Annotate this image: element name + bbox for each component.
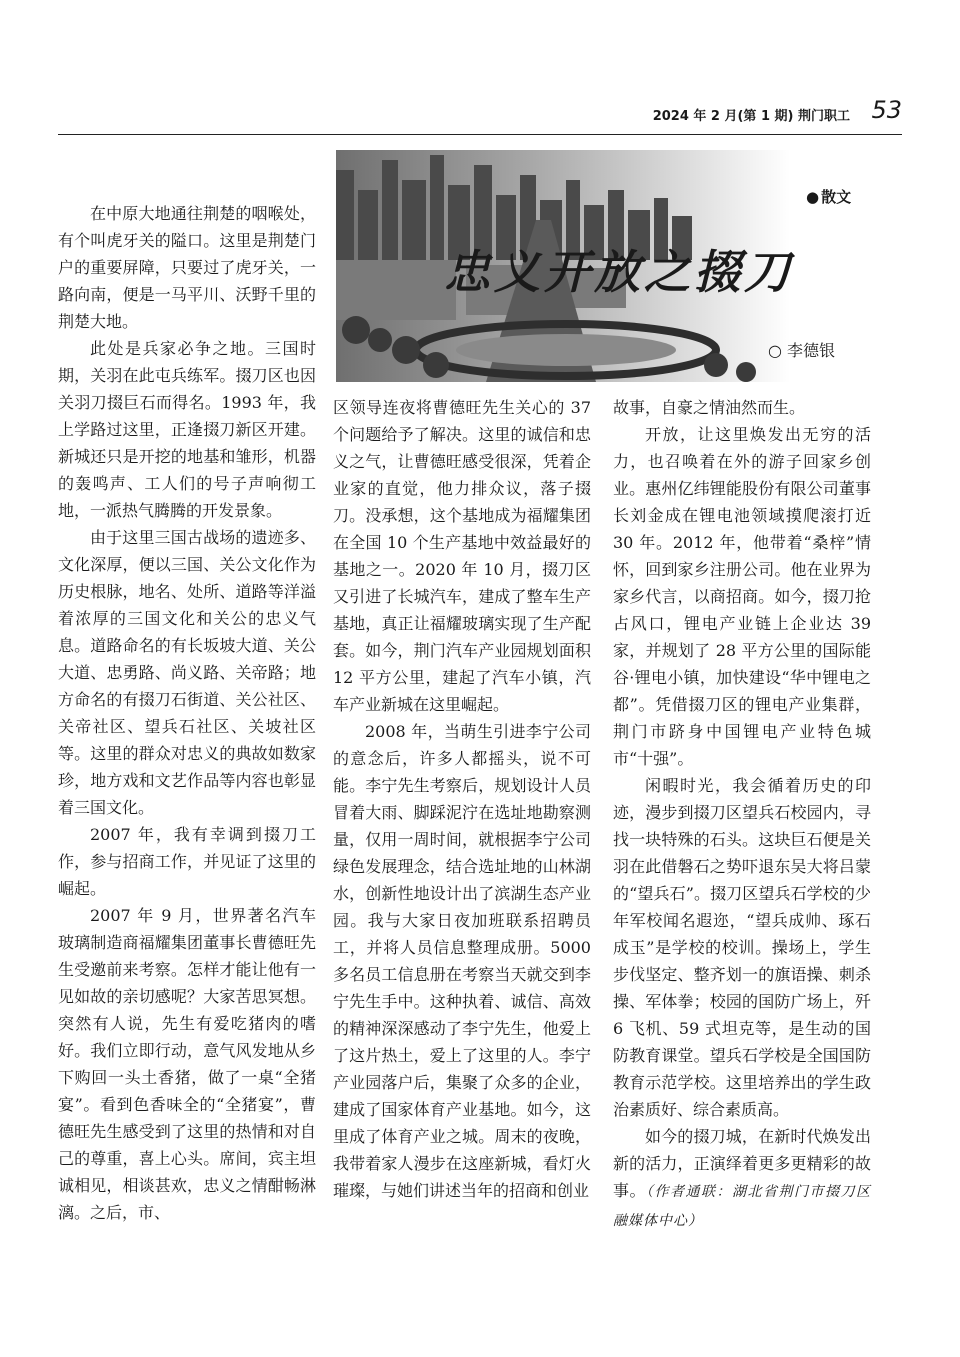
text-column-2 xyxy=(333,394,591,1204)
page-number: 53 xyxy=(871,96,902,124)
category-tag: ● 散文 xyxy=(806,186,851,207)
paragraph: 2007 年，我有幸调到掇刀工作，参与招商工作，并见证了这里的崛起。 xyxy=(58,825,316,898)
paragraph: 2007 年 9 月，世界著名汽车玻璃制造商福耀集团董事长曹德旺先生受邀前来考察。怎样才能让他有一见如故的亲切感呢？大家苦思冥想。突然有人说，先生有爱吃猪肉的嗜好。我们立即行动，意气风发地从乡下购回一头土香猪，做了一桌“全猪宴”。看到色香味全的“全猪宴”，曹德旺先生感受到了这里的热情和对自己的尊重，喜上心头。席间，宾主坦诚相见，相谈甚欢，忠义之情酣畅淋漓。之后，市、 xyxy=(58,906,316,1222)
paragraph: 此处是兵家必争之地。三国时期，关羽在此屯兵练军。掇刀区也因关羽刀掇巨石而得名。1993 年，我上学路过这里，正逢掇刀新区开建。新城还只是开挖的地基和雏形，机器的轰鸣声、工人们的号子声响彻工地，一派热气腾腾的开发景象。 xyxy=(58,339,316,520)
closing-paragraph xyxy=(613,1123,871,1235)
author-byline: ○ 李德银 xyxy=(768,338,835,361)
paragraph: 2008 年，当萌生引进李宁公司的意念后，许多人都摇头，说不可能。李宁先生考察后，规划设计人员冒着大雨、脚踩泥泞在选址地勘察测量，仅用一周时间，就根据李宁公司绿色发展理念，结合选址地的山林湖水，创新性地设计出了滨湖生态产业园。我与大家日夜加班联系招聘员工，并将人员信息整理成册。5000 多名员工信息册在考察当天就交到李宁先生手中。这种执着、诚信、高效的精神深深感动了李宁先生，他爱上了这片热土，爱上了这里的人。李宁产业园落户后，集聚了众多的企业，建成了国家体育产业基地。如今，这里成了体育产业之城。周末的夜晚，我带着家人漫步在这座新城，看灯火璀璨，与她们讲述当年的招商和创业 xyxy=(333,722,591,1200)
paragraph: 开放，让这里焕发出无穷的活力，也召唤着在外的游子回家乡创业。惠州亿纬锂能股份有限公司董事长刘金成在锂电池领域摸爬滚打近 30 年。2012 年，他带着“桑梓”情怀，回到家乡注册公司。他在业界为家乡代言，以商招商。如今，掇刀抢占风口，锂电产业链上企业达 39 家，并规划了 28 平方公里的国际能谷·锂电小镇，加快建设“华中锂电之都”。凭借掇刀区的锂电产业集群，荆门市跻身中国锂电产业特色城市“十强”。 xyxy=(613,425,871,768)
page-header xyxy=(58,96,902,126)
paragraph: 由于这里三国古战场的遗迹多、文化深厚，便以三国、关公文化作为历史根脉，地名、处所、道路等洋溢着浓厚的三国文化和关公的忠义气息。道路命名的有长坂坡大道、关公大道、忠勇路、尚义路、关帝路；地方命名的有掇刀石街道、关公社区、关帝社区、望兵石社区、关坡社区等。这里的群众对忠义的典故如数家珍，地方戏和文艺作品等内容也彰显着三国文化。 xyxy=(58,528,316,817)
paragraph: 在中原大地通往荆楚的咽喉处，有个叫虎牙关的隘口。这里是荆楚门户的重要屏障，只要过了虎牙关，一路向南，便是一马平川、沃野千里的荆楚大地。 xyxy=(58,204,316,331)
closing-text: 如今的掇刀城，在新时代焕发出新的活力，正演绎着更多更精彩的故事。 xyxy=(613,1127,871,1200)
header-rule xyxy=(58,134,902,135)
article-title: 忠义开放之掇刀 xyxy=(444,245,794,299)
author-footnote: （作者通联：湖北省荆门市掇刀区融媒体中心） xyxy=(613,1184,871,1229)
text-column-3 xyxy=(613,394,871,1235)
paragraph-continued: 区领导连夜将曹德旺先生关心的 37 个问题给予了解决。这里的诚信和忠义之气，让曹德旺感受很深，凭着企业家的直觉，他力排众议，落子掇刀。没承想，这个基地成为福耀集团在全国 10 个生产基地中效益最好的基地之一。2020 年 10 月，掇刀区又引进了长城汽车，建成了整车生产基地，真正让福耀玻璃实现了生产配套。如今，荆门汽车产业园规划面积 12 平方公里，建起了汽车小镇，汽车产业新城在这里崛起。 xyxy=(333,398,591,714)
paragraph-continued: 故事，自豪之情油然而生。 xyxy=(613,398,806,417)
issue-label: 2024 年 2 月(第 1 期) 荆门职工 xyxy=(652,109,850,124)
text-column-1 xyxy=(58,200,316,1226)
paragraph: 闲暇时光，我会循着历史的印迹，漫步到掇刀区望兵石校园内，寻找一块特殊的石头。这块巨石便是关羽在此借磐石之势吓退东吴大将吕蒙的“望兵石”。掇刀区望兵石学校的少年军校闻名遐迩，“望兵成帅、琢石成玉”是学校的校训。操场上，学生步伐坚定、整齐划一的旗语操、刺杀操、军体拳；校园的国防广场上，歼 6 飞机、59 式坦克等，是生动的国防教育课堂。望兵石学校是全国国防教育示范学校。这里培养出的学生政治素质好、综合素质高。 xyxy=(613,776,871,1119)
